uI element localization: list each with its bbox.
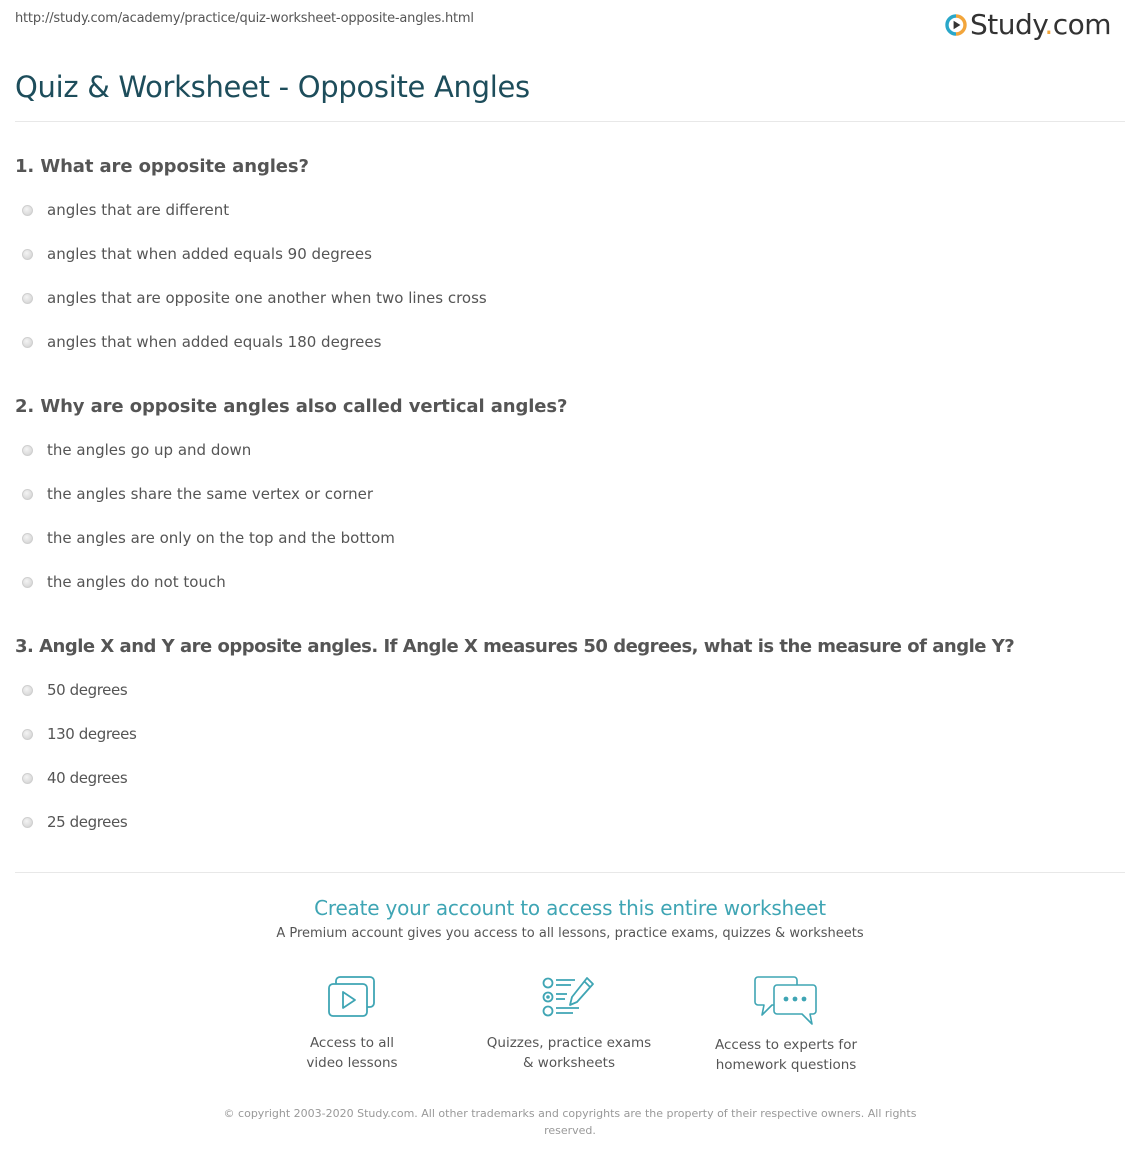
answer-option[interactable]	[22, 288, 487, 308]
option-label: 130 degrees	[47, 725, 137, 743]
answer-option[interactable]	[22, 724, 136, 744]
video-lessons-icon	[326, 975, 378, 1019]
option-label: the angles are only on the top and the bottom	[47, 529, 395, 547]
radio-button[interactable]	[22, 489, 33, 500]
feature-label-line2: & worksheets	[522, 1055, 615, 1071]
radio-button[interactable]	[22, 293, 33, 304]
radio-button[interactable]	[22, 685, 33, 696]
feature-experts	[686, 975, 886, 1075]
option-label: the angles share the same vertex or corner	[47, 485, 374, 503]
option-label: 50 degrees	[47, 681, 128, 699]
question-1: 1. What are opposite angles?	[15, 156, 309, 177]
option-label: 40 degrees	[47, 769, 128, 787]
feature-video-lessons	[252, 975, 452, 1073]
radio-button[interactable]	[22, 249, 33, 260]
answer-option[interactable]	[22, 332, 381, 352]
radio-button[interactable]	[22, 817, 33, 828]
study-com-logo[interactable]	[945, 9, 1111, 41]
radio-button[interactable]	[22, 729, 33, 740]
question-2: 2. Why are opposite angles also called vertical angles?	[15, 396, 568, 417]
option-label: angles that when added equals 180 degrees	[47, 333, 382, 351]
answer-option[interactable]	[22, 680, 127, 700]
radio-button[interactable]	[22, 445, 33, 456]
answer-option[interactable]	[22, 200, 229, 220]
radio-button[interactable]	[22, 773, 33, 784]
answer-option[interactable]	[22, 440, 251, 460]
radio-button[interactable]	[22, 533, 33, 544]
page-url: http://study.com/academy/practice/quiz-worksheet-opposite-angles.html	[15, 11, 474, 26]
option-label: angles that are opposite one another when two lines cross	[47, 289, 487, 307]
chat-bubbles-icon	[754, 975, 818, 1027]
option-label: the angles do not touch	[47, 573, 226, 591]
option-label: 25 degrees	[47, 813, 128, 831]
radio-button[interactable]	[22, 205, 33, 216]
answer-option[interactable]	[22, 528, 395, 548]
page-title: Quiz & Worksheet - Opposite Angles	[15, 70, 530, 104]
quiz-checklist-icon	[541, 975, 597, 1019]
radio-button[interactable]	[22, 337, 33, 348]
premium-description: A Premium account gives you access to all lessons, practice exams, quizzes & worksheets	[276, 926, 864, 941]
answer-option[interactable]	[22, 484, 373, 504]
radio-button[interactable]	[22, 577, 33, 588]
play-ring-icon	[945, 14, 967, 36]
create-account-link[interactable]: Create your account to access this entire worksheet	[314, 896, 826, 920]
feature-quizzes	[469, 975, 669, 1073]
questions-divider	[15, 872, 1125, 873]
option-label: the angles go up and down	[47, 441, 252, 459]
feature-label-line2: homework questions	[715, 1057, 857, 1073]
feature-label-line2: video lessons	[306, 1055, 398, 1071]
answer-option[interactable]	[22, 572, 226, 592]
answer-option[interactable]	[22, 812, 127, 832]
feature-label-line1: Access to all	[309, 1035, 395, 1051]
answer-option[interactable]	[22, 768, 127, 788]
feature-label-line1: Access to experts for	[714, 1037, 857, 1053]
option-label: angles that are different	[47, 201, 230, 219]
title-divider	[15, 121, 1125, 122]
option-label: angles that when added equals 90 degrees	[47, 245, 372, 263]
copyright-notice: © copyright 2003-2020 Study.com. All other trademarks and copyrights are the property of their respective owners. All rights reserved.	[223, 1107, 917, 1137]
logo-wordmark: Study.com	[970, 8, 1112, 41]
answer-option[interactable]	[22, 244, 372, 264]
feature-label-line1: Quizzes, practice exams	[486, 1035, 652, 1051]
question-3: 3. Angle X and Y are opposite angles. If Angle X measures 50 degrees, what is the measure of angle Y?	[15, 636, 1015, 657]
